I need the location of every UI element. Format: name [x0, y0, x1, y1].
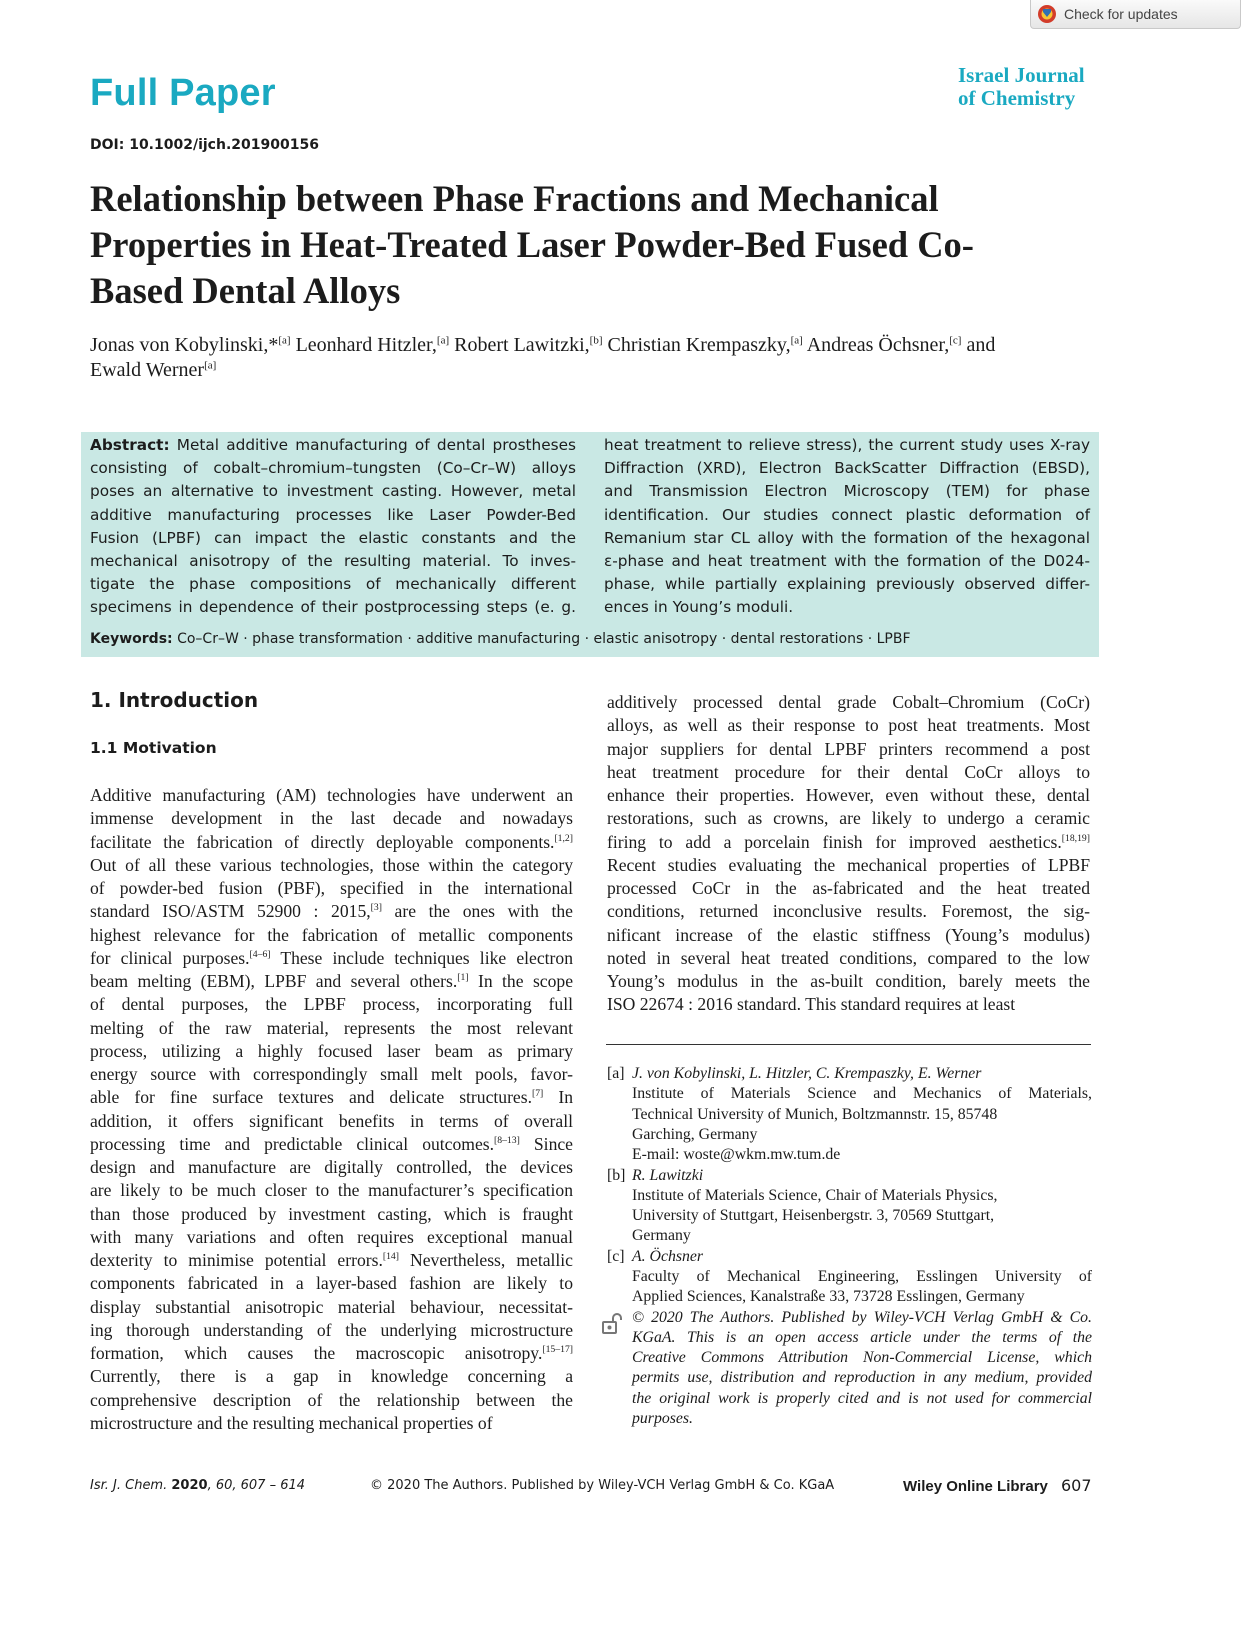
body-text-line: [90, 1365, 573, 1388]
body-text: firing to add a porcelain finish for improved aesthetics.: [607, 831, 1062, 852]
body-text-line: [90, 1179, 573, 1202]
body-text: Recent studies evaluating the mechanical properties of LPBF: [607, 854, 1090, 875]
abstract-line: and Transmission Electron Microscopy (TEM) for phase: [604, 482, 1090, 501]
journal-logo: [958, 64, 1085, 110]
body-text: major suppliers for dental LPBF printers recommend a post: [607, 738, 1090, 759]
body-text: noted in several heat treated conditions, compared to the low: [607, 947, 1090, 968]
title-line: Relationship between Phase Fractions and Mechanical: [90, 178, 939, 219]
author-name: Christian Krempaszky,: [607, 334, 791, 356]
wiley-online-library-link[interactable]: Wiley Online Library: [903, 1478, 1048, 1495]
body-text: conditions, returned inconclusive results. Foremost, the sig-: [607, 901, 1090, 922]
abstract-line: consisting of cobalt–chromium–tungsten (Co–Cr–W) alloys: [90, 459, 576, 478]
affiliation-line: Faculty of Mechanical Engineering, Esslingen University of: [632, 1267, 1092, 1285]
license-line: KGaA. This is an open access article under the terms of the: [632, 1328, 1092, 1346]
body-text-line: [607, 738, 1090, 761]
doi[interactable]: DOI: 10.1002/ijch.201900156: [90, 137, 319, 153]
abstract-line: ences in Young’s moduli.: [604, 598, 794, 617]
body-text-line: [90, 1110, 573, 1133]
author-name: Robert Lawitzki,: [454, 334, 590, 356]
body-text-line: [607, 807, 1090, 830]
body-text-line: [90, 900, 573, 923]
author-name: Andreas Öchsner,: [806, 334, 950, 356]
abstract-line: Remanium star CL alloy with the formation of the hexagonal: [604, 528, 1090, 547]
affiliation-names: R. Lawitzki: [632, 1166, 704, 1184]
crossmark-icon: [1037, 4, 1057, 24]
abstract-line: additive manufacturing processes like Laser Powder-Bed: [90, 505, 576, 524]
keywords-label: Keywords:: [90, 631, 173, 647]
body-text: for clinical purposes.: [90, 947, 250, 968]
body-text: of dental purposes, the LPBF process, incorporating full: [90, 994, 573, 1015]
affiliations: [607, 1064, 1092, 1432]
body-right-column: [607, 691, 1090, 1017]
abstract-line: poses an alternative to investment casting. However, metal: [90, 482, 576, 501]
affiliation-b: [607, 1166, 1092, 1247]
section-heading: 1. Introduction: [90, 688, 259, 712]
body-text: In the scope: [468, 971, 574, 991]
body-text-line: [90, 877, 573, 900]
author-affiliation: [a]: [204, 359, 217, 372]
body-text-line: [90, 1133, 573, 1156]
body-text-line: [607, 900, 1090, 923]
body-text: processing time and predictable clinical outcomes.: [90, 1133, 495, 1154]
affiliation-line: Germany: [632, 1227, 691, 1245]
body-text-line: [90, 1203, 573, 1226]
footer-copyright: © 2020 The Authors. Published by Wiley-VCH Verlag GmbH & Co. KGaA: [370, 1478, 835, 1493]
body-text: addition, it offers significant benefits in terms of overall: [90, 1110, 573, 1131]
body-text-line: [607, 761, 1090, 784]
abstract-left-column: [90, 434, 576, 620]
abstract-line: ε-phase and heat treatment with the formation of the D024-: [604, 551, 1090, 570]
body-text: beam melting (EBM), LPBF and several others.: [90, 971, 458, 991]
keywords: [90, 631, 911, 647]
affiliation-label: [c]: [607, 1247, 625, 1265]
affiliation-line: Garching, Germany: [632, 1125, 758, 1143]
body-text-line: [607, 854, 1090, 877]
affiliation-line: Institute of Materials Science, Chair of Materials Physics,: [632, 1186, 998, 1204]
body-text: These include techniques like electron: [270, 947, 573, 968]
author-conjunction: and: [966, 334, 996, 356]
citation-reference[interactable]: [4–6]: [249, 948, 271, 960]
body-text: energy source with correspondingly small melt pools, favor-: [90, 1064, 573, 1084]
author-affiliation: [a]: [436, 334, 450, 347]
author-affiliation: [a]: [278, 334, 291, 347]
subsection-heading: 1.1 Motivation: [90, 739, 217, 757]
body-text-line: [90, 1412, 573, 1435]
license-notice: [607, 1308, 1092, 1432]
citation-reference[interactable]: [14]: [382, 1251, 399, 1263]
abstract-right-column: [604, 434, 1090, 620]
citation-year: 2020: [171, 1478, 208, 1493]
body-text-line: [607, 993, 1090, 1016]
license-line: © 2020 The Authors. Published by Wiley-VCH Verlag GmbH & Co.: [632, 1308, 1092, 1326]
body-text: components fabricated in a layer-based fashion are likely to: [90, 1273, 573, 1294]
abstract-line: Abstract: Metal additive manufacturing of dental prostheses: [90, 436, 576, 454]
citation-reference[interactable]: [18,19]: [1061, 832, 1090, 844]
body-text-line: [90, 831, 573, 854]
footnote-divider: [606, 1044, 1091, 1045]
body-text: nificant increase of the elastic stiffness (Young’s modulus): [607, 924, 1090, 945]
affiliation-line: University of Stuttgart, Heisenbergstr. 3, 70569 Stuttgart,: [632, 1207, 995, 1225]
body-text-line: [90, 1156, 573, 1179]
abstract-line: Fusion (LPBF) can impact the elastic constants and the: [90, 528, 576, 547]
body-text-line: [607, 924, 1090, 947]
body-text: are likely to be much closer to the manufacturer’s specification: [90, 1180, 573, 1201]
body-text-line: [607, 970, 1090, 993]
affiliation-c: [607, 1247, 1092, 1308]
footer-citation: [90, 1478, 305, 1493]
body-text-line: [90, 947, 573, 970]
body-text-line: [90, 1040, 573, 1063]
license-line: Creative Commons Attribution Non-Commercial License, which: [632, 1349, 1092, 1367]
section-label: Full Paper: [90, 72, 276, 114]
body-text: of powder-bed fusion (PBF), specified in the international: [90, 878, 573, 898]
affiliation-names: J. von Kobylinski, L. Hitzler, C. Krempaszky, E. Werner: [632, 1065, 982, 1082]
check-for-updates-button[interactable]: [1030, 0, 1241, 29]
citation-reference[interactable]: [1]: [457, 972, 469, 984]
license-line: permits use, distribution and reproduction in any medium, provided: [632, 1369, 1092, 1387]
abstract-line: specimens in dependence of their postprocessing steps (e. g.: [90, 598, 576, 617]
paper-title: [90, 176, 1090, 314]
body-text-line: [607, 714, 1090, 737]
affiliation-label: [a]: [607, 1065, 625, 1082]
body-text: processed CoCr in the as-fabricated and the heat treated: [607, 878, 1090, 898]
body-text-line: [90, 1017, 573, 1040]
body-text-line: [90, 1272, 573, 1295]
body-text-line: [607, 691, 1090, 714]
body-text: facilitate the fabrication of directly deployable components.: [90, 831, 555, 852]
citation-volume-pages: , 60, 607 – 614: [207, 1478, 306, 1493]
author-list: [90, 333, 1090, 383]
body-left-column: [90, 784, 573, 1435]
body-text: Young’s modulus in the as-built condition, barely meets the: [607, 971, 1090, 991]
citation-reference[interactable]: [1,2]: [554, 832, 573, 844]
body-text-line: [607, 831, 1090, 854]
body-text: Since: [519, 1133, 573, 1154]
license-line: the original work is properly cited and is not used for commercial: [632, 1389, 1092, 1407]
body-text: melting of the raw material, represents the most relevant: [90, 1017, 573, 1038]
body-text-line: [90, 1342, 573, 1365]
body-text-line: [90, 1226, 573, 1249]
license-line: purposes.: [632, 1410, 693, 1428]
body-text: Currently, there is a gap in knowledge concerning a: [90, 1366, 573, 1387]
open-access-lock-icon: [602, 1313, 622, 1335]
body-text-line: [90, 1319, 573, 1342]
body-text: microstructure and the resulting mechanical properties of: [90, 1412, 493, 1433]
body-text-line: [90, 970, 573, 993]
body-text: restorations, such as crowns, are likely to undergo a ceramic: [607, 808, 1090, 829]
body-text: immense development in the last decade and nowadays: [90, 808, 573, 829]
body-text: additively processed dental grade Cobalt–Chromium (CoCr): [607, 692, 1090, 712]
body-text-line: [90, 1296, 573, 1319]
body-text: formation, which causes the macroscopic anisotropy.: [90, 1343, 543, 1363]
affiliation-line: Institute of Materials Science and Mechanics of Materials,: [632, 1085, 1092, 1103]
citation-reference[interactable]: [8–13]: [494, 1134, 520, 1146]
title-line: Based Dental Alloys: [90, 270, 401, 311]
abstract-line: identification. Our studies connect plastic deformation of: [604, 505, 1090, 524]
abstract-line: phase, while partially explaining previously observed differ-: [604, 575, 1090, 594]
body-text-line: [90, 993, 573, 1016]
body-text-line: [90, 807, 573, 830]
body-text: are the ones with the: [381, 901, 573, 922]
author-name: Ewald Werner: [90, 359, 205, 381]
abstract-line: mechanical anisotropy of the resulting material. To inves-: [90, 551, 576, 570]
author-affiliation: [a]: [790, 334, 803, 347]
body-text: process, utilizing a highly focused laser beam as primary: [90, 1040, 573, 1061]
body-text-line: [90, 924, 573, 947]
body-text: highest relevance for the fabrication of metallic components: [90, 924, 573, 945]
body-text: comprehensive description of the relationship between the: [90, 1389, 573, 1410]
abstract-label: Abstract:: [90, 436, 170, 454]
body-text: Out of all these various technologies, those within the category: [90, 854, 573, 875]
citation-reference[interactable]: [3]: [370, 902, 382, 914]
affiliation-line: Applied Sciences, Kanalstraße 33, 73728 Esslingen, Germany: [632, 1288, 1025, 1306]
body-text: able for fine surface textures and delicate structures.: [90, 1087, 532, 1108]
body-text-line: [90, 784, 573, 807]
body-text: Nevertheless, metallic: [398, 1250, 573, 1270]
journal-name-line2: of Chemistry: [958, 86, 1076, 110]
affiliation-line: Technical University of Munich, Boltzmannstr. 15, 85748: [632, 1105, 998, 1123]
body-text: display substantial anisotropic material behaviour, necessitat-: [90, 1296, 573, 1317]
author-affiliation: [c]: [949, 334, 962, 347]
body-text-line: [90, 1086, 573, 1109]
affiliation-email[interactable]: E-mail: woste@wkm.mw.tum.de: [632, 1146, 841, 1164]
page-number: 607: [1061, 1476, 1092, 1495]
body-text-line: [90, 854, 573, 877]
citation-reference[interactable]: [15–17]: [542, 1344, 573, 1356]
body-text-line: [607, 877, 1090, 900]
affiliation-a: [607, 1064, 1092, 1166]
body-text: In: [543, 1087, 573, 1108]
affiliation-names: A. Öchsner: [632, 1247, 704, 1265]
body-text: dexterity to minimise potential errors.: [90, 1250, 383, 1270]
body-text: design and manufacture are digitally controlled, the devices: [90, 1157, 573, 1177]
author-name: Jonas von Kobylinski,*: [90, 334, 279, 356]
body-text: ISO 22674 : 2016 standard. This standard requires at least: [607, 994, 1016, 1015]
abstract-line: Diffraction (XRD), Electron BackScatter Diffraction (EBSD),: [604, 459, 1090, 478]
body-text: with many variations and often requires exceptional manual: [90, 1226, 573, 1247]
body-text-line: [607, 947, 1090, 970]
citation-journal: Isr. J. Chem.: [90, 1478, 168, 1493]
journal-name-line1: Israel Journal: [958, 63, 1085, 87]
body-text: heat treatment procedure for their dental CoCr alloys to: [607, 761, 1090, 782]
citation-reference[interactable]: [7]: [532, 1088, 544, 1100]
body-text-line: [607, 784, 1090, 807]
body-text: alloys, as well as their response to post heat treatments. Most: [607, 715, 1090, 736]
body-text: enhance their properties. However, even without these, dental: [607, 785, 1090, 805]
abstract-line: tigate the phase compositions of mechanically different: [90, 575, 576, 594]
check-for-updates-label: Check for updates: [1064, 6, 1178, 22]
affiliation-label: [b]: [607, 1166, 626, 1184]
title-line: Properties in Heat-Treated Laser Powder-Bed Fused Co-: [90, 224, 974, 265]
keywords-text: Co–Cr–W · phase transformation · additive manufacturing · elastic anisotropy · dental restorations · LPBF: [177, 631, 911, 647]
body-text-line: [90, 1249, 573, 1272]
body-text: standard ISO/ASTM 52900 : 2015,: [90, 901, 371, 922]
author-name: Leonhard Hitzler,: [295, 334, 437, 356]
body-text: Additive manufacturing (AM) technologies have underwent an: [90, 785, 573, 805]
body-text-line: [90, 1389, 573, 1412]
body-text: than those produced by investment casting, which is fraught: [90, 1203, 573, 1224]
abstract-line: heat treatment to relieve stress), the current study uses X-ray: [604, 436, 1090, 454]
author-affiliation: [b]: [589, 334, 603, 347]
body-text-line: [90, 1063, 573, 1086]
body-text: ing thorough understanding of the underlying microstructure: [90, 1319, 573, 1340]
